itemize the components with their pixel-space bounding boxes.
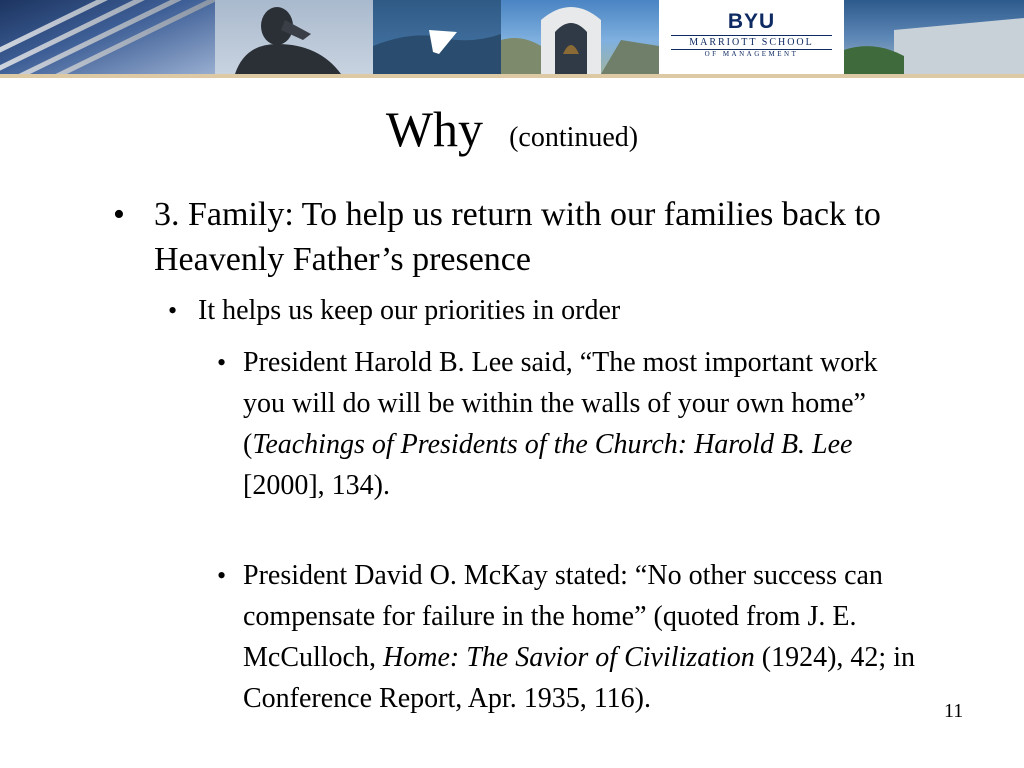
bullet-marker: •	[168, 296, 178, 325]
page-number: 11	[944, 700, 964, 722]
banner-divider	[0, 74, 1024, 78]
quote-source-title: Teachings of Presidents of the Church: Harold B. Lee	[252, 429, 853, 460]
banner-photo-campus	[844, 0, 1024, 74]
quote-harold-b-lee	[243, 342, 923, 506]
banner-photo-statue	[215, 0, 373, 74]
bullet-marker: •	[217, 561, 227, 590]
quote-david-o-mckay	[243, 555, 923, 719]
quote-citation: [2000], 134).	[243, 470, 390, 501]
banner-photo-bell	[501, 0, 659, 74]
bullet-marker: •	[217, 348, 227, 377]
byu-marriott-logo	[659, 0, 844, 74]
quote-citation: (1924), 42; in Conference Report, Apr. 1935, 116).	[243, 642, 915, 714]
title-suffix: (continued)	[509, 122, 639, 153]
bullet-marker: •	[113, 196, 125, 233]
title-text: Why	[385, 101, 484, 157]
logo-school-line2: OF MANAGEMENT	[704, 50, 799, 58]
logo-byu: BYU	[727, 10, 776, 33]
bullet-family: 3. Family: To help us return with our families back to Heavenly Father’s presence	[154, 196, 881, 278]
slide-title	[0, 100, 1024, 158]
banner-photo-y-mountain	[373, 0, 501, 74]
quote-text: President Harold B. Lee said, “The most important work you will do will be within the walls of your own home” (	[243, 347, 878, 460]
logo-school-line1: MARRIOTT SCHOOL	[689, 37, 814, 48]
banner-photo-building	[0, 0, 215, 74]
quote-source-title: Home: The Savior of Civilization	[383, 642, 755, 673]
bullet-priorities: It helps us keep our priorities in order	[198, 295, 621, 326]
header-banner	[0, 0, 1024, 74]
quote-text: President David O. McKay stated: “No other success can compensate for failure in the home” (quoted from J. E. McCulloch,	[243, 560, 883, 673]
